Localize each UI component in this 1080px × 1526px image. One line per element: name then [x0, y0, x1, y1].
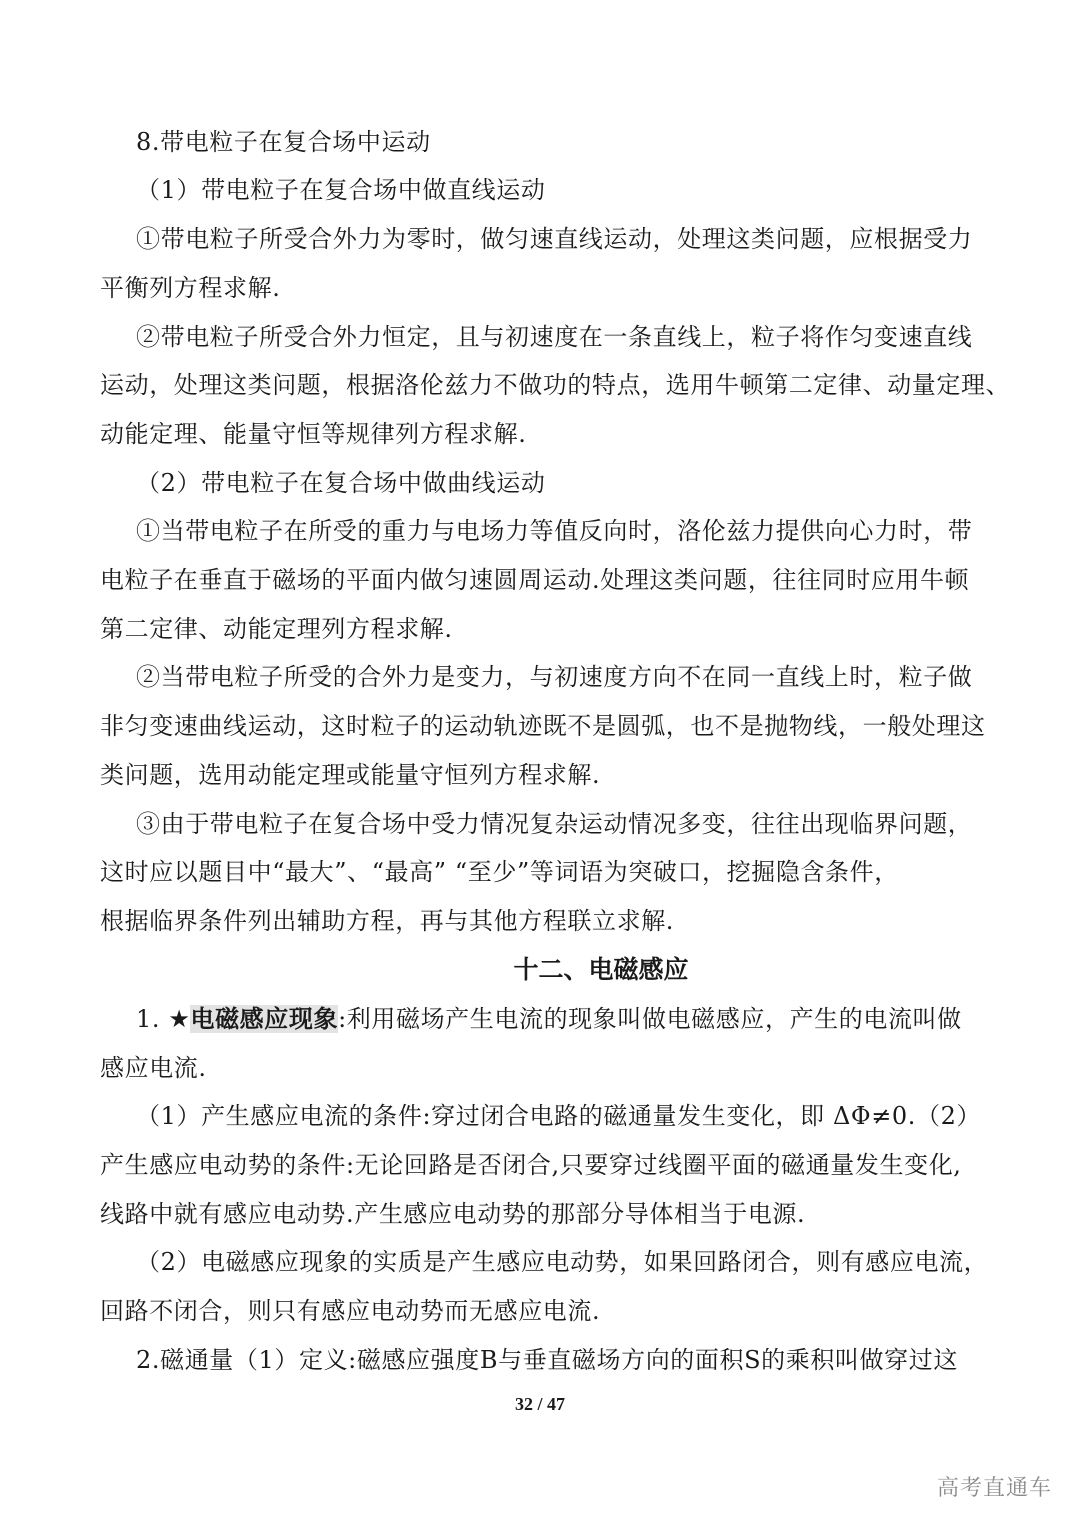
paragraph-line: ①带电粒子所受合外力为零时，做匀速直线运动，处理这类问题，应根据受力: [136, 225, 973, 253]
paragraph-line: ②当带电粒子所受的合外力是变力，与初速度方向不在同一直线上时，粒子做: [136, 663, 973, 691]
paragraph-line: 非匀变速曲线运动，这时粒子的运动轨迹既不是圆弧，也不是抛物线，一般处理这: [100, 712, 986, 740]
paragraph-line: 感应电流.: [100, 1054, 207, 1082]
star-icon: ★: [168, 1005, 191, 1033]
paragraph-line: 根据临界条件列出辅助方程，再与其他方程联立求解.: [100, 907, 675, 935]
paragraph-line: 电粒子在垂直于磁场的平面内做匀速圆周运动.处理这类问题，往往同时应用牛顿: [100, 566, 970, 594]
paragraph-line: 产生感应电动势的条件:无论回路是否闭合,只要穿过线圈平面的磁通量发生变化,: [100, 1151, 962, 1179]
paragraph-line: 线路中就有感应电动势.产生感应电动势的那部分导体相当于电源.: [100, 1200, 806, 1228]
paragraph-line: （1）产生感应电流的条件:穿过闭合电路的磁通量发生变化，即 ΔΦ≠0.（2）: [136, 1102, 982, 1130]
paragraph-line: 类问题，选用动能定理或能量守恒列方程求解.: [100, 761, 601, 789]
watermark: 高考直通车: [936, 1476, 1052, 1501]
paragraph-line: 这时应以题目中“最大”、“最高” “至少”等词语为突破口，挖掘隐含条件，: [100, 858, 899, 886]
paragraph-line: 平衡列方程求解.: [100, 274, 281, 302]
paragraph-line: 2.磁通量（1）定义:磁感应强度B与垂直磁场方向的面积S的乘积叫做穿过这: [136, 1346, 958, 1374]
highlighted-term: 电磁感应现象: [190, 1005, 339, 1033]
section-title: 8.带电粒子在复合场中运动: [136, 128, 431, 156]
definition-text: :利用磁场产生电流的现象叫做电磁感应，产生的电流叫做: [338, 1005, 962, 1033]
paragraph-line: ①当带电粒子在所受的重力与电场力等值反向时，洛伦兹力提供向心力时，带: [136, 517, 973, 545]
paragraph-line: 动能定理、能量守恒等规律列方程求解.: [100, 420, 527, 448]
paragraph-line: 第二定律、动能定理列方程求解.: [100, 615, 453, 643]
paragraph-line: 运动，处理这类问题，根据洛伦兹力不做功的特点，选用牛顿第二定律、动量定理、: [100, 371, 1011, 399]
paragraph-line: 回路不闭合，则只有感应电动势而无感应电流.: [100, 1297, 601, 1325]
paragraph-line: ②带电粒子所受合外力恒定，且与初速度在一条直线上，粒子将作匀变速直线: [136, 323, 973, 351]
page-number: 32 / 47: [514, 1394, 565, 1414]
paragraph-line: ③由于带电粒子在复合场中受力情况复杂运动情况多变，往往出现临界问题，: [136, 810, 973, 838]
definition-item-1: [136, 999, 962, 1039]
subsection-curved-motion: （2）带电粒子在复合场中做曲线运动: [136, 469, 546, 497]
chapter-heading: 十二、电磁感应: [513, 955, 689, 984]
item-number: 1.: [136, 1005, 161, 1033]
paragraph-line: （2）电磁感应现象的实质是产生感应电动势，如果回路闭合，则有感应电流，: [136, 1248, 989, 1276]
subsection-straight-line: （1）带电粒子在复合场中做直线运动: [136, 176, 546, 204]
